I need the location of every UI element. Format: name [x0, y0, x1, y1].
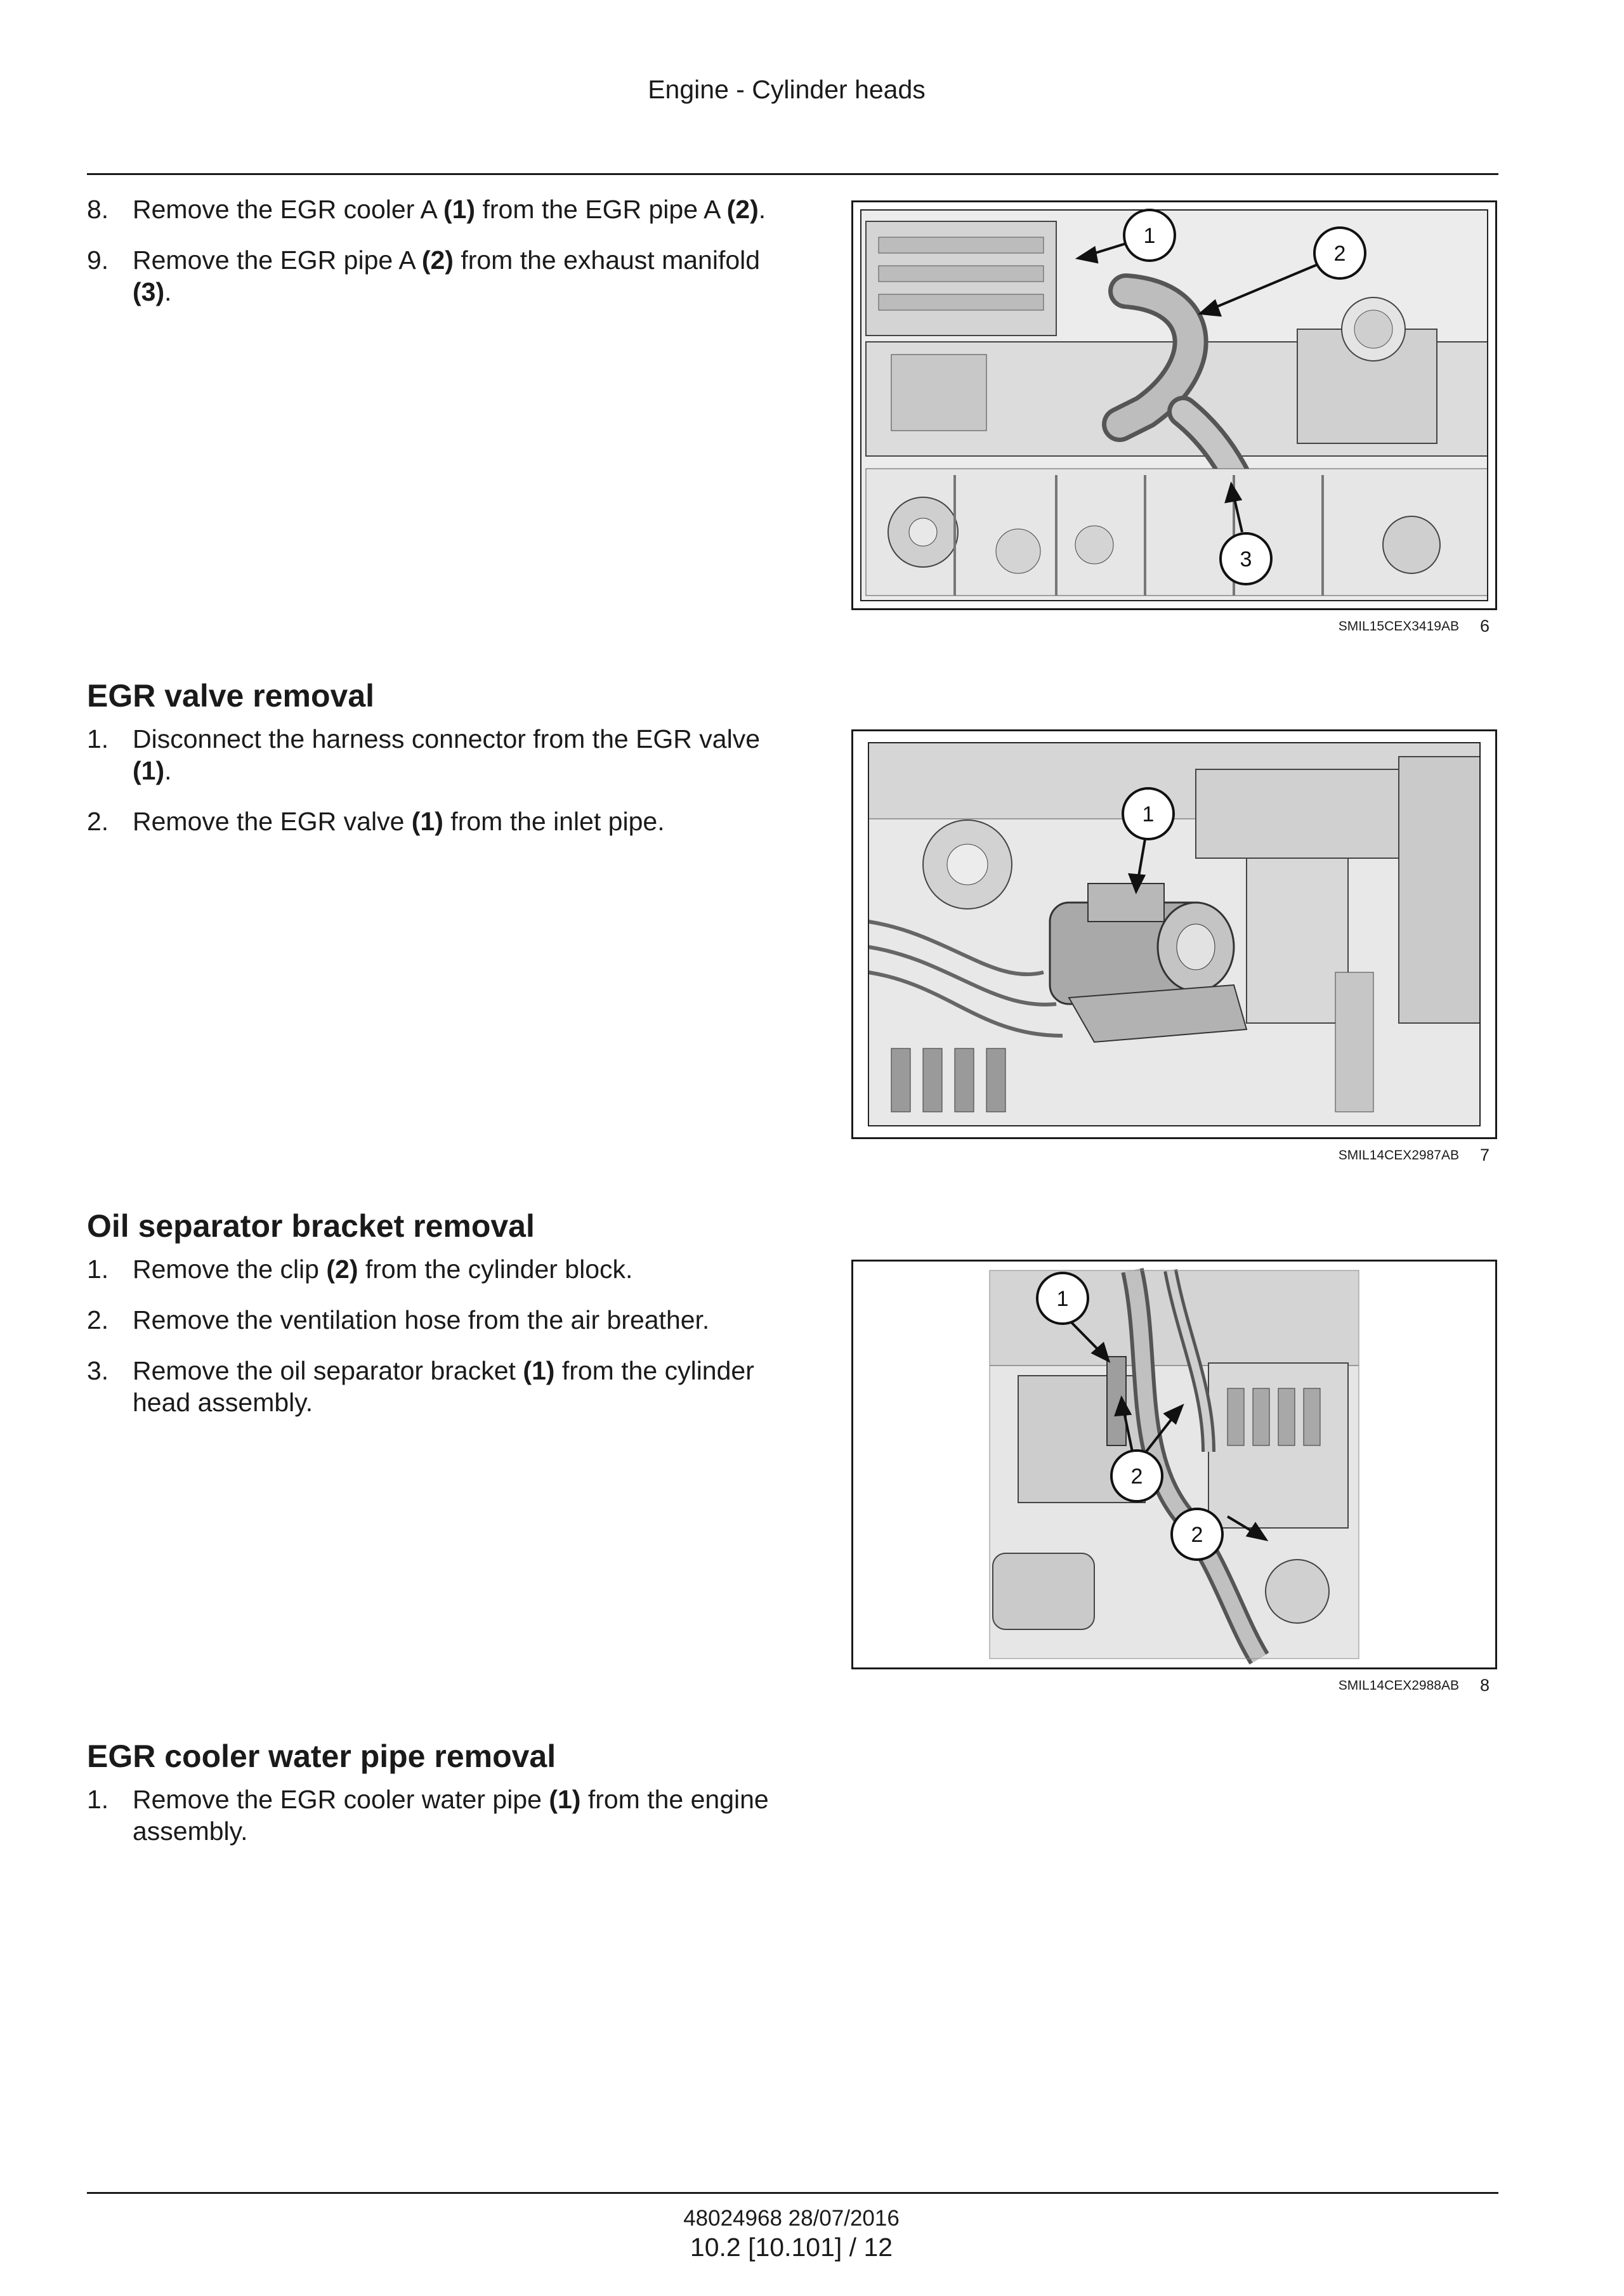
- figure-8-engine-drawing: [990, 1270, 1359, 1659]
- step-number: 1.: [87, 724, 109, 753]
- step-number: 8.: [87, 195, 109, 224]
- step-number: 3.: [87, 1356, 109, 1385]
- figure-code: SMIL14CEX2988AB: [1338, 1678, 1459, 1693]
- header-rule: [87, 173, 1498, 175]
- callout-2a: [1111, 1451, 1162, 1501]
- section-heading-oil-separator: Oil separator bracket removal: [87, 1208, 535, 1244]
- figure-8-oil-separator-bracket: [851, 1260, 1497, 1669]
- egr-water-pipe-step-1: 1. Remove the EGR cooler water pipe (1) from the engine assembly.: [87, 1785, 769, 1846]
- footer-rule: [87, 2192, 1498, 2194]
- figure-7-egr-valve: [851, 729, 1497, 1139]
- footer-page-number: 10.2 [10.101] / 12: [690, 2233, 893, 2262]
- figure-code: SMIL15CEX3419AB: [1338, 619, 1459, 634]
- egr-valve-step-1: 1. Disconnect the harness connector from the EGR valve (1).: [87, 724, 761, 785]
- svg-text:2: 2: [1333, 242, 1346, 266]
- svg-text:2: 2: [1130, 1464, 1143, 1489]
- figure-6-egr-cooler-pipe: [851, 200, 1497, 610]
- svg-text:1: 1: [1143, 224, 1156, 248]
- figure-6-engine-drawing: [861, 210, 1488, 601]
- oil-separator-step-1: 1. Remove the clip (2) from the cylinder block.: [87, 1255, 633, 1284]
- page-header-title: Engine - Cylinder heads: [648, 75, 926, 104]
- callout-3: [1221, 533, 1271, 584]
- svg-text:1: 1: [1142, 802, 1155, 826]
- step-9: 9. Remove the EGR pipe A (2) from the exhaust manifold (3).: [87, 245, 761, 306]
- step-number: 2.: [87, 1305, 109, 1334]
- callout-1: [1124, 210, 1175, 261]
- svg-text:1: 1: [1056, 1287, 1069, 1311]
- figure-code: SMIL14CEX2987AB: [1338, 1148, 1459, 1163]
- step-number: 1.: [87, 1785, 109, 1814]
- step-number: 9.: [87, 245, 109, 275]
- figure-number: 8: [1480, 1676, 1490, 1695]
- callout-2: [1314, 228, 1365, 278]
- step-8: 8. Remove the EGR cooler A (1) from the EGR pipe A (2).: [87, 195, 766, 224]
- section-heading-egr-water-pipe: EGR cooler water pipe removal: [87, 1738, 556, 1774]
- callout-2b: [1172, 1509, 1222, 1560]
- footer-document-id: 48024968 28/07/2016: [683, 2206, 900, 2231]
- figure-7-engine-drawing: [868, 743, 1480, 1126]
- callout-1: [1123, 788, 1174, 839]
- egr-valve-step-2: 2. Remove the EGR valve (1) from the inlet pipe.: [87, 807, 665, 836]
- callout-1: [1037, 1273, 1088, 1324]
- svg-text:2: 2: [1191, 1523, 1203, 1547]
- svg-text:3: 3: [1240, 547, 1252, 571]
- figure-number: 6: [1480, 616, 1490, 636]
- figure-number: 7: [1480, 1145, 1490, 1164]
- step-number: 1.: [87, 1255, 109, 1284]
- section-heading-egr-valve: EGR valve removal: [87, 678, 375, 714]
- step-number: 2.: [87, 807, 109, 836]
- oil-separator-step-3: 3. Remove the oil separator bracket (1) from the cylinder head assembly.: [87, 1356, 754, 1417]
- oil-separator-step-2: 2. Remove the ventilation hose from the air breather.: [87, 1305, 710, 1334]
